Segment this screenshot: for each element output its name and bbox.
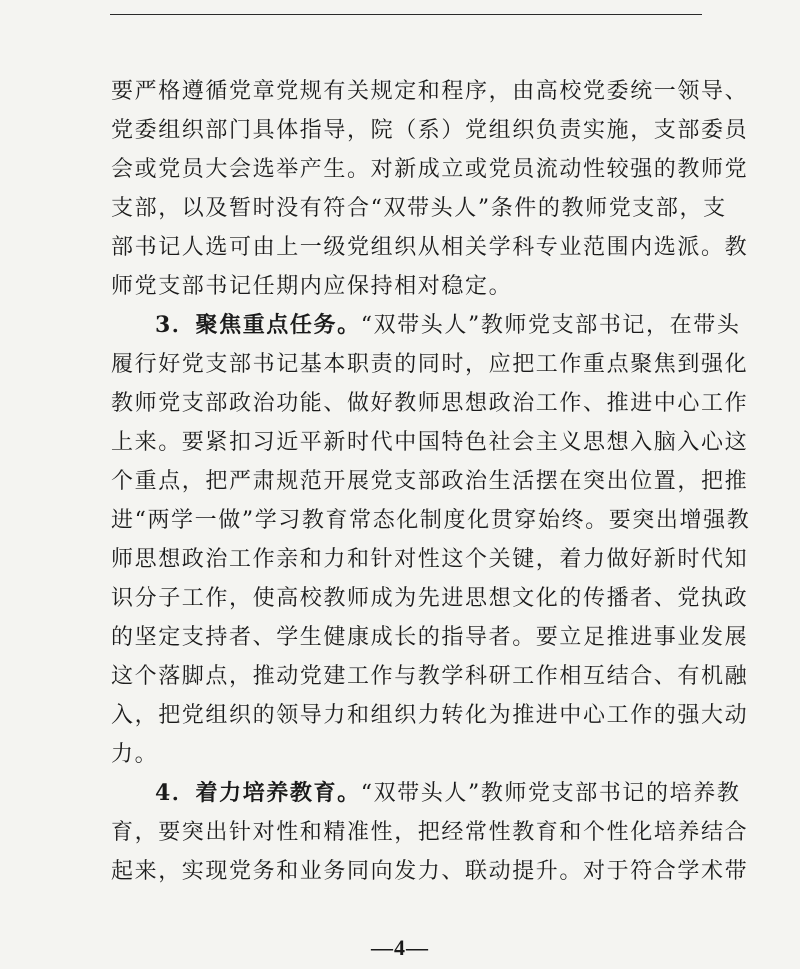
text-line: 进“两学一做”学习教育常态化制度化贯穿始终。要突出增强教 bbox=[111, 508, 751, 533]
text-line: 师党支部书记任期内应保持相对稳定。 bbox=[111, 274, 513, 299]
text-line: 入，把党组织的领导力和组织力转化为推进中心工作的强大动 bbox=[111, 703, 749, 728]
section-heading: 3．聚焦重点任务。 bbox=[155, 312, 361, 338]
header-rule bbox=[110, 14, 702, 15]
text-line: 上来。要紧扣习近平新时代中国特色社会主义思想入脑入心这 bbox=[111, 430, 749, 455]
section-4 bbox=[111, 774, 749, 891]
text-line: 识分子工作，使高校教师成为先进思想文化的传播者、党执政 bbox=[111, 586, 749, 611]
section-3 bbox=[111, 306, 751, 774]
text-line: 个重点，把严肃规范开展党支部政治生活摆在突出位置，把推 bbox=[111, 469, 749, 494]
text-line: 会或党员大会选举产生。对新成立或党员流动性较强的教师党 bbox=[111, 157, 749, 182]
section-first-line bbox=[111, 774, 741, 813]
text-line: 支部，以及暂时没有符合“双带头人”条件的教师党支部，支 bbox=[111, 196, 727, 221]
section-first-line bbox=[111, 306, 741, 345]
text-line: 党委组织部门具体指导，院（系）党组织负责实施，支部委员 bbox=[111, 118, 749, 143]
text-line: 教师党支部政治功能、做好教师思想政治工作、推进中心工作 bbox=[111, 391, 749, 416]
text-line: 起来，实现党务和业务同向发力、联动提升。对于符合学术带 bbox=[111, 859, 749, 884]
text-line: 部书记人选可由上一级党组织从相关学科专业范围内选派。教 bbox=[111, 235, 749, 260]
text-line: 要严格遵循党章党规有关规定和程序，由高校党委统一领导、 bbox=[111, 79, 749, 104]
paragraph bbox=[111, 72, 749, 306]
section-heading: 4．着力培养教育。 bbox=[155, 780, 361, 806]
text-line: 的坚定支持者、学生健康成长的指导者。要立足推进事业发展 bbox=[111, 625, 749, 650]
document-body bbox=[111, 72, 751, 891]
text-line: 这个落脚点，推动党建工作与教学科研工作相互结合、有机融 bbox=[111, 664, 749, 689]
section-first-line-text: “双带头人”教师党支部书记，在带头 bbox=[360, 313, 741, 338]
text-line: 师思想政治工作亲和力和针对性这个关键，着力做好新时代知 bbox=[111, 547, 749, 572]
text-line: 育，要突出针对性和精准性，把经常性教育和个性化培养结合 bbox=[111, 820, 749, 845]
page-number: —4— bbox=[371, 935, 429, 960]
section-first-line-text: “双带头人”教师党支部书记的培养教 bbox=[360, 781, 741, 806]
text-line: 力。 bbox=[111, 742, 159, 767]
text-line: 履行好党支部书记基本职责的同时，应把工作重点聚焦到强化 bbox=[111, 352, 749, 377]
